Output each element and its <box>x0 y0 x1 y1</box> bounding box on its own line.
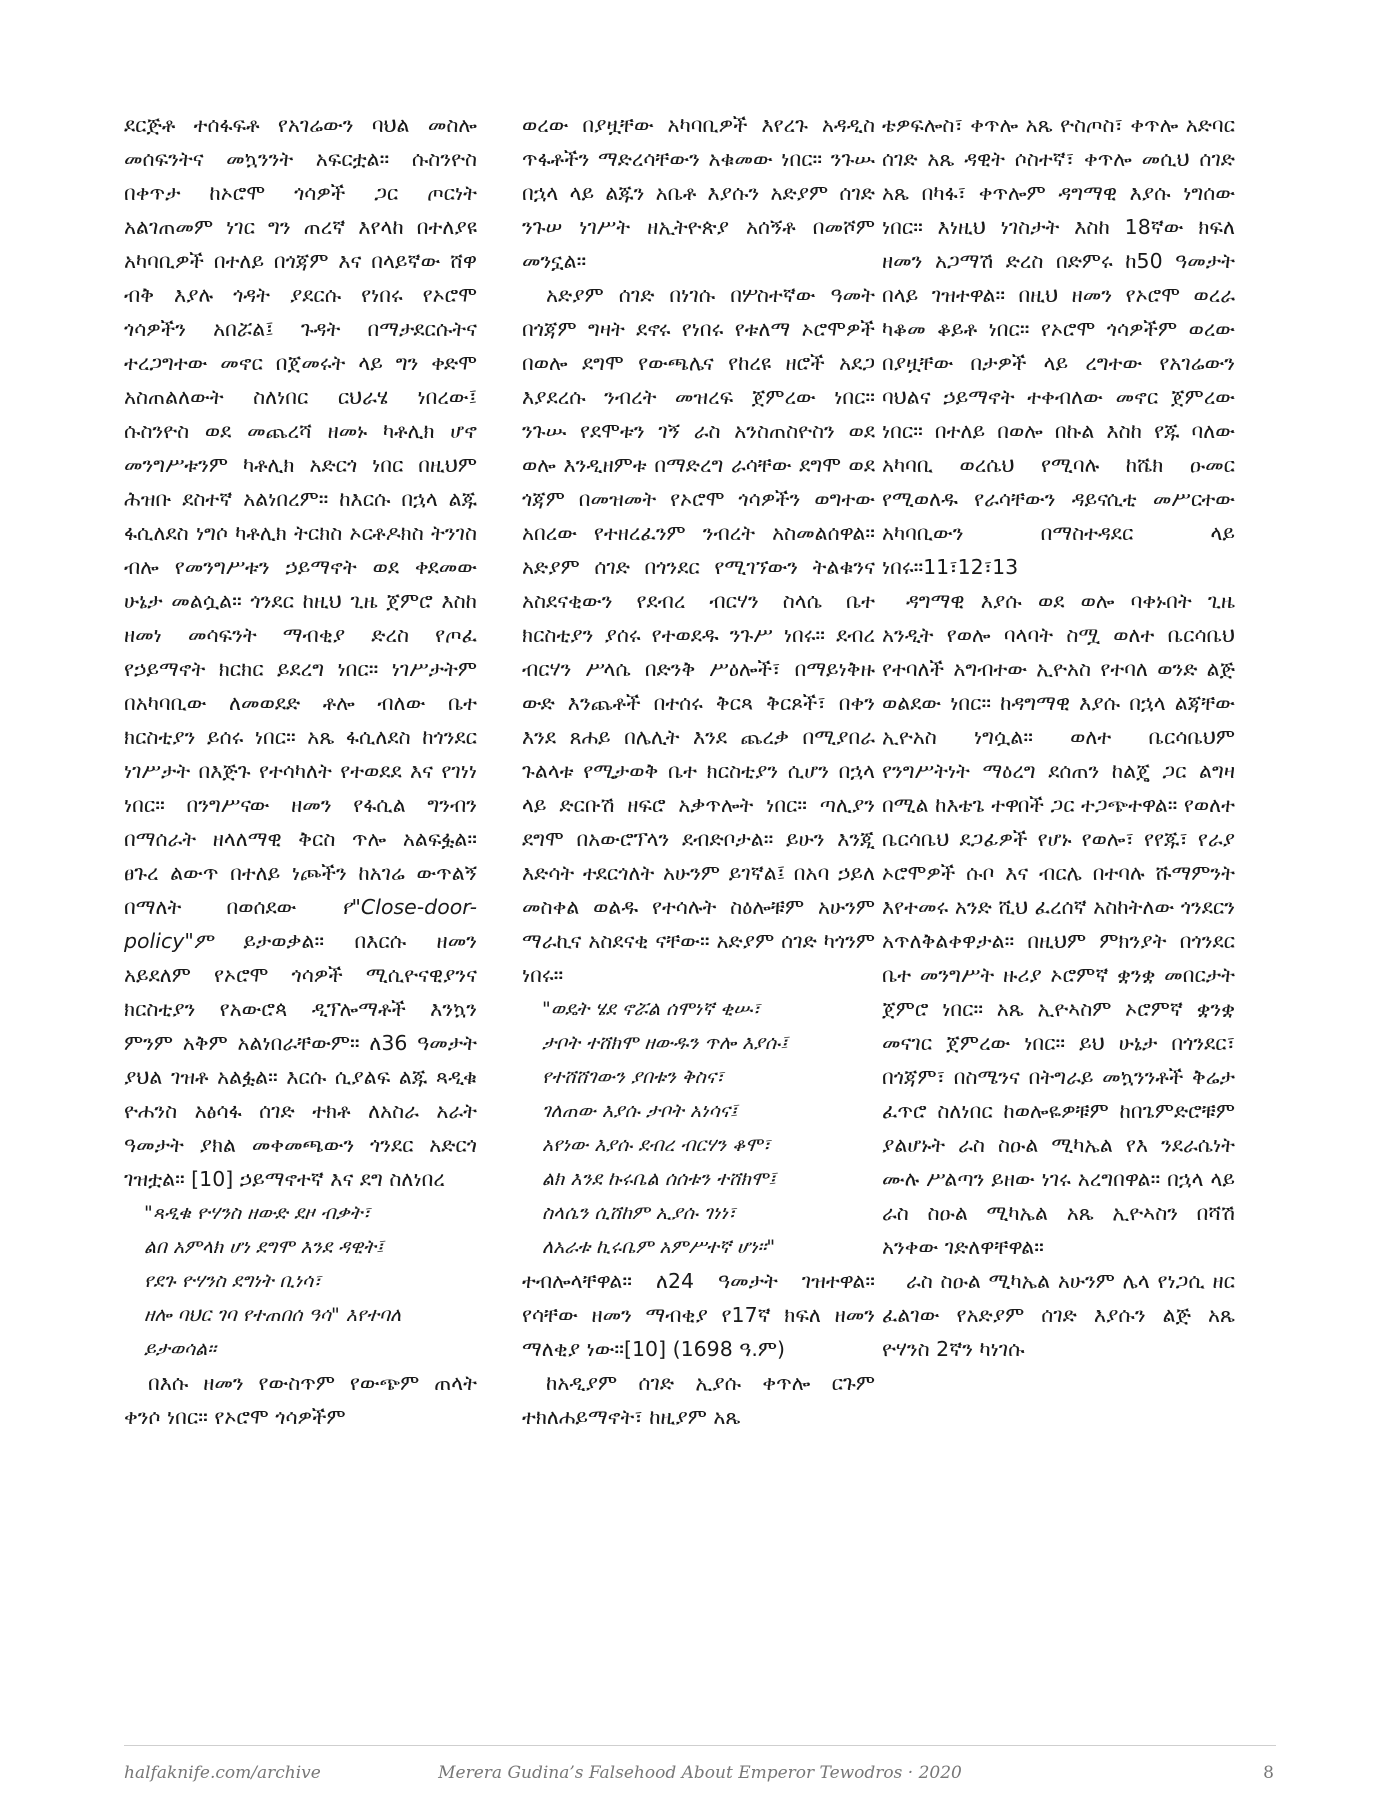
poem-line: የተሸሸገውን ያበቱን ቅስና፣ <box>542 1066 724 1088</box>
paragraph: ወረው በያዟቸው አካባቢዎች እየረጉ አዳዲስ ጥፋቶችን ማድረሳቸውን አቁመው ነበር። ንጉሡ በኋላ ላይ ልጁን አቤቶ እያሱን አድያም ሰገድ ንጉሠ ነገሥት ዘኢትዮጵያ አሰኝቶ በመሾም መንኗል። <box>522 113 875 273</box>
poem-line: ገለጠው እያሱ ታቦት አነሳና፤ <box>542 1100 738 1122</box>
poem-line: "ጻዲቁ ዮሃንስ ዘውድ ደዞ ብቃት፣ <box>144 1202 371 1224</box>
footer-document-title: Merera Gudina’s Falsehood About Emperor Tewodros · 2020 <box>438 1763 962 1783</box>
italic-term: የ"Close-door-policy"ም <box>124 895 477 953</box>
poem-line: አየነው እያሱ ደብረ ብርሃን ቆሞ፣ <box>542 1134 771 1156</box>
paragraph-text: ደርጅቶ ተሰፋፍቶ የአገሬውን ባህል መስሎ መሰፍንትና መኳንንት አፍርቷል። ሱስንዮስ በቀጥታ ከኦሮሞ ጎሳዎች ጋር ጦርነት አልገጠመም ነገር ግን ጠረኛ እየላከ በተለያዩ አካባቢዎች በተለይ በጎጃም እና በላይኛው ሸዋ ብቅ እያሉ ጎዳት ያደርሱ የነበሩ የኦሮሞ ጎሳዎችን አበሯል፤ ጉዳት በማታደርሱትና ተረጋግተው መኖር በጀመሩት ላይ ግን ቀድሞ አስጠልለውት ስለነበር ርህራሄ ነበረው፤ ሱስንዮስ ወደ መጨረሻ ዘመኑ ካቶሊክ ሆኖ መንግሥቱንም ካቶሊክ አድርጎ ነበር በዚህም ሕዝቡ ደስተኛ አልነበረም። ከእርሱ በኋላ ልጁ ፋሲለደስ ነግሶ ካቶሊክ ትርክስ ኦርቶዶክስ ትንገስ ብሎ የመንግሥቱን ኃይማኖት ወደ ቀደመው ሁኔታ መልሷል። ጎንደር ከዚህ ጊዜ ጀምሮ እስከ ዘመነ መሳፍንት ማብቂያ ድረስ የጦፈ የኃይማኖት ክርክር ይደረግ ነበር። ነገሥታትም በአካባቢው ለመወደድ ቶሎ ብለው ቤተ ክርስቲያን ይሰሩ ነበር። አጼ ፋሲለደስ ከጎንደር ነገሥታት በእጅጉ የተሳካለት የተወደደ እና የገነነ ነበር። በንግሥናው ዘመን የፋሲል ግንብን በማሰራት ዘላለማዊ ቅርስ ጥሎ አልፍፏል። ፀጉረ ልውጥ በተለይ ነጮችን ከአገሬ ውጥልኝ በማለት በወሰደው <box>124 113 477 919</box>
footer-source-link[interactable]: halfaknife.com/archive <box>124 1763 321 1783</box>
poem-line: ታቦት ተሸክሞ ዘውዱን ጥሎ እያሱ፤ <box>542 1032 788 1054</box>
paragraph-text: ይታወቃል። በእርሱ ዘመን አይደለም የኦሮሞ ጎሳዎች ሚሲዮናዊያንና ክርስቲያን የአውሮጳ ዲፕሎማቶች እንኳን ምንም አቅም አልነበራቸውም። ለ36 ዓመታት ያህል ገዝቶ አልፏል። እርሱ ሲያልፍ ልጁ ጻዲቁ ዮሐንስ አፅሳፋ ሰገድ ተክቶ ለአስራ አራት ዓመታት ያክል መቀመጫውን ጎንደር አድርጎ ገዝቷል። [10] ኃይማኖተኛ እና ደግ ስለነበረ <box>124 929 477 1191</box>
page-number: 8 <box>1263 1763 1274 1783</box>
poem-line: ይታወሳል። <box>144 1338 217 1360</box>
text-column-2 <box>522 108 875 1434</box>
poem-line: ልክ እንደ ኩሩቤል ሰሰቱን ተሸክሞ፤ <box>542 1168 777 1190</box>
paragraph: ተብሎላቸዋል። ለ24 ዓመታት ገዝተዋል። የሳቸው ዘመን ማብቂያ የ17ኛ ክፍለ ዘመን ማለቂያ ነው።[10] (1698 ዓ.ም) <box>522 1269 875 1361</box>
footer-divider <box>124 1745 1276 1746</box>
poem-line: ስላሴን ሲሸከም ኢያሱ ገነነ፣ <box>542 1202 736 1224</box>
paragraph: ዳግማዊ እያሱ ወደ ወሎ ባቀኑበት ጊዜ አንዲት የወሎ ባላባት ስሟ ወለተ ቤርሳቤህ የተባለች አግብተው ኢዮአስ የተባለ ወንድ ልጅ ወልደው ነበር። ከዳግማዊ እያሱ በኋላ ልጃቸው ኢዮአስ ነግሷል። ወለተ ቤርሳቤህም የንግሥትነት ማዕረግ ደሰጠን ከልጄ ጋር ልግዛ በሚል ከእቴጌ ተዋበች ጋር ተጋጭተዋል። የወለተ ቤርሳቤህ ደጋፊዎች የሆኑ የወሎ፣ የየጁ፣ የራያ ኦሮሞዎች ሱቦ እና ብርሌ በተባሉ ሹማምንት እየተመሩ አንድ ሺህ ፈረሰኛ አስከትለው ጎንደርን አጥለቅልቀዋታል። በዚህም ምክንያት በጎንደር ቤተ መንግሥት ዙሪያ ኦሮምኛ ቋንቋ መበርታት ጀምሮ ነበር። አጼ ኢዮኣስም ኦሮምኛ ቋንቋ መናገር ጀምረው ነበር። ይህ ሁኔታ በጎንደር፣ በጎጃም፣ በስሜንና በትግራይ መኳንንቶች ቅሬታ ፈጥሮ ስለነበር ከወሎዬዎቹም ከበጌምድሮቹም ያልሆኑት ራስ ስዑል ሚካኤል የእ ንደራሴነት ሙሉ ሥልጣን ይዘው ነገሩ አረግበዋል። በኋላ ላይ ራስ ስዑል ሚካኤል አጼ ኢዮኣስን በሻሽ አንቀው ገድለዋቸዋል። <box>882 589 1235 1259</box>
paragraph: አድያም ሰገድ በነገሱ በሦስተኛው ዓመት በጎጃም ግዛት ደኖሩ የነበሩ የቱለማ ኦሮሞዎች በወሎ ደግሞ የውጫሌና የከረዩ ዘሮች አደጋ እያደረሱ ንብረት መዝረፍ ጀምረው ነበር። ንጉሡ የደሞቱን ገኝ ራስ አንስጠስዮስን ወደ ወሎ እንዲዘምቱ በማድረግ ራሳቸው ደግሞ ወደ ጎጃም በመዝመት የኦሮሞ ጎሳዎችን ወግተው አበረው የተዘረፈንም ንብረት አስመልሰዋል። አድያም ሰገድ በጎንደር የሚገኘውን ትልቁንና አስደናቂውን የደብረ ብርሃን ስላሴ ቤተ ክርስቲያን ያሰሩ የተወደዱ ንጉሥ ነበሩ። ደብረ ብርሃን ሥላሴ በድንቅ ሥዕሎች፣ በማይነቅዙ ውድ እንጨቶች በተሰሩ ቅርጻ ቅርጾች፣ በቀን እንደ ጸሐይ በሌሊት እንደ ጨረቃ በሚያበራ ጉልላቱ የሚታወቅ ቤተ ክርስቲያን ሲሆን በኋላ ላይ ድርቡሽ ዘፍሮ አቃጥሎት ነበር። ጣሊያን ደግሞ በአውሮፕላን ደብድቦታል። ይሁን እንጂ እድሳት ተደርጎለት አሁንም ይገኛል፤ በአባ ኃይለ መስቀል ወልዱ የተሳሉት ስዕሎቹም አሁንም ማራኪና አስደናቂ ናቸው። አድያም ሰገድ ካጎንም ነበሩ። <box>522 283 875 987</box>
paragraph <box>124 108 477 1196</box>
poem-quote <box>124 1196 477 1366</box>
paragraph: ቴዎፍሎስ፣ ቀጥሎ አጼ ዮስጦስ፣ ቀጥሎ አድባር ሰገድ አጼ ዳዊት ሶስተኛ፣ ቀጥሎ መሲህ ሰገድ አጼ በካፋ፣ ቀጥሎም ዳግማዊ እያሱ ነግሰው ነበር። እነዚህ ነገስታት እስከ 18ኛው ክፍለ ዘመን አጋማሽ ድረስ በድምሩ ከ50 ዓመታት በላይ ገዝተዋል። በዚህ ዘመን የኦሮሞ ወረራ ካቆመ ቆይቶ ነበር። የኦሮሞ ጎሳዎችም ወረው በያዟቸው በታዎች ላይ ረግተው የአገሬውን ባህልና ኃይማኖት ተቀብለው መኖር ጀምረው ነበር። በተለይ በወሎ በኩል እስከ የጁ ባለው አካባቢ ወረሴህ የሚባሉ ከሼክ ዑመር የሚወለዱ የራሳቸውን ዳይናሲቲ መሥርተው አካባቢውን በማስተዳደር ላይ ነበሩ።11፣12፣13 <box>882 113 1235 579</box>
paragraph: ራስ ስዑል ሚካኤል አሁንም ሌላ የነጋሲ ዘር ፈልገው የአድያም ሰገድ እያሱን ልጅ አጼ ዮሃንስ 2ኛን ካነገሱ <box>882 1269 1235 1361</box>
poem-line: ልበ አምላክ ሆነ ደግሞ እንደ ዳዊት፤ <box>144 1236 384 1258</box>
poem-line: ለአራቱ ኪሩቤም አምሥተኛ ሆነ።" <box>542 1236 776 1258</box>
paragraph: በእሱ ዘመን የውስጥም የውጭም ጠላት ቀንሶ ነበር። የኦሮሞ ጎሳዎችም <box>124 1371 477 1429</box>
poem-line: "ወዴት ሄደ ኖሯል ሰሞነኛ ቂሡ፣ <box>542 998 761 1020</box>
paragraph: ከአዲያም ሰገድ ኢያሱ ቀጥሎ ርጉም ተክለሐይማኖት፣ ከዚያም አጼ <box>522 1371 875 1429</box>
poem-line: የደጉ ዮሃንስ ደግነት ቢነሳ፣ <box>144 1270 321 1292</box>
text-column-1 <box>124 108 477 1434</box>
poem-line: ዘሎ ባህር ገባ የተጠበሰ ዓሳ" እየተባለ <box>144 1304 402 1326</box>
poem-quote <box>522 992 875 1264</box>
text-column-3 <box>882 108 1235 1366</box>
